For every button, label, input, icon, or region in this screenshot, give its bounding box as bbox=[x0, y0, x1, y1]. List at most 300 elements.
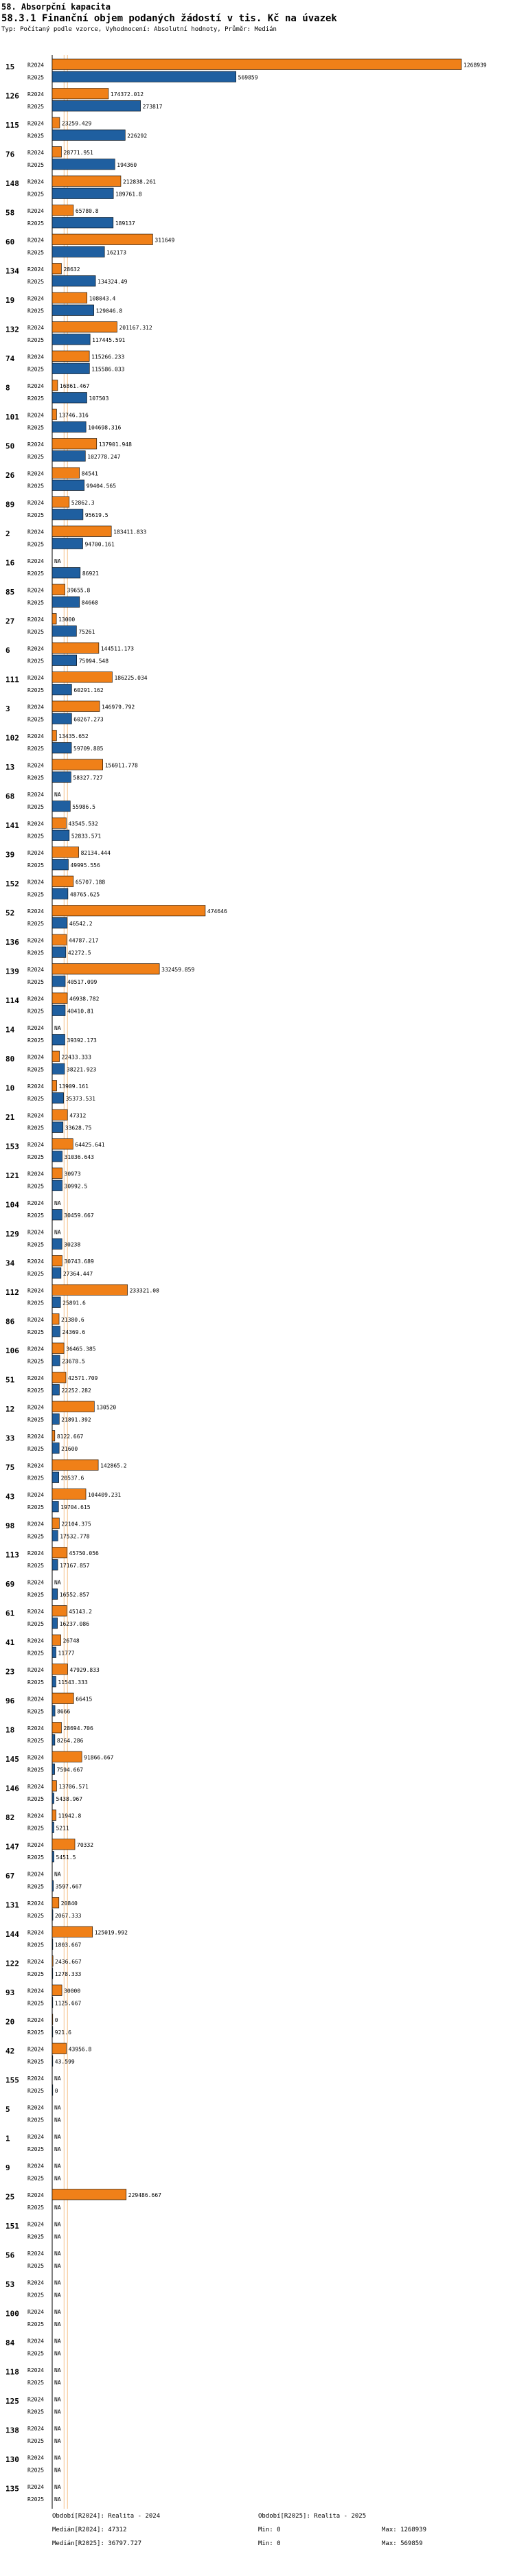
row-id-label: 41 bbox=[5, 1638, 15, 1647]
row-id-label: 60 bbox=[5, 238, 15, 246]
series-label-r2025: R2025 bbox=[27, 2088, 45, 2094]
bar-r2024 bbox=[52, 380, 58, 391]
bar-r2025 bbox=[52, 1093, 64, 1104]
series-label-r2025: R2025 bbox=[27, 1913, 45, 1919]
row-id-label: 126 bbox=[5, 91, 19, 101]
value-label-r2025: NA bbox=[54, 2467, 61, 2474]
series-label-r2025: R2025 bbox=[27, 921, 45, 927]
value-label-r2024: 43956.8 bbox=[68, 2046, 92, 2053]
row-id-label: 129 bbox=[5, 1230, 19, 1239]
value-label-r2024: 30000 bbox=[64, 1988, 81, 1994]
bar-r2025 bbox=[52, 130, 125, 141]
value-label-r2025: 189137 bbox=[115, 220, 135, 227]
bar-r2024 bbox=[52, 439, 97, 450]
value-label-r2024: 2436.667 bbox=[55, 1959, 82, 1965]
series-label-r2025: R2025 bbox=[27, 658, 45, 665]
value-label-r2025: 11777 bbox=[58, 1650, 75, 1657]
value-label-r2024: 311649 bbox=[154, 237, 175, 244]
value-label-r2025: NA bbox=[54, 2292, 61, 2299]
value-label-r2025: 117445.591 bbox=[92, 337, 126, 343]
value-label-r2025: 60291.162 bbox=[73, 687, 104, 693]
series-label-r2025: R2025 bbox=[27, 746, 45, 752]
row-id-label: 27 bbox=[5, 617, 15, 626]
value-label-r2024: NA bbox=[54, 2367, 61, 2373]
bar-r2025 bbox=[52, 1939, 53, 1950]
value-label-r2024: NA bbox=[54, 2484, 61, 2490]
series-label-r2025: R2025 bbox=[27, 1241, 45, 1248]
value-label-r2024: 142865.2 bbox=[100, 1462, 127, 1469]
bar-r2025 bbox=[52, 334, 90, 345]
value-label-r2024: 42571.709 bbox=[67, 1375, 98, 1381]
bar-r2024 bbox=[52, 818, 66, 829]
chart-type-line: Typ: Počítaný podle vzorce, Vyhodnocení: Absolutní hodnoty, Průměr: Medián bbox=[1, 26, 277, 33]
value-label-r2025: 75261 bbox=[78, 629, 95, 635]
value-label-r2024: NA bbox=[54, 1229, 61, 1236]
row-id-label: 111 bbox=[5, 675, 19, 685]
bar-r2024 bbox=[52, 1956, 53, 1967]
value-label-r2024: NA bbox=[54, 2309, 61, 2315]
row-id-label: 98 bbox=[5, 1521, 15, 1530]
bar-r2024 bbox=[52, 1693, 73, 1704]
bar-r2025 bbox=[52, 947, 66, 958]
row-id-label: 96 bbox=[5, 1697, 15, 1705]
series-label-r2024: R2024 bbox=[27, 1725, 45, 1732]
row-id-label: 23 bbox=[5, 1667, 15, 1677]
bar-r2025 bbox=[52, 597, 80, 608]
bar-r2024 bbox=[52, 1489, 86, 1500]
bar-r2025 bbox=[52, 1764, 55, 1775]
bar-r2025 bbox=[52, 1793, 54, 1804]
bar-r2024 bbox=[52, 934, 67, 945]
series-label-r2024: R2024 bbox=[27, 1404, 45, 1411]
row-id-label: 114 bbox=[5, 996, 19, 1005]
value-label-r2024: 44787.217 bbox=[69, 937, 99, 944]
series-label-r2024: R2024 bbox=[27, 1229, 45, 1236]
bar-r2025 bbox=[52, 2085, 53, 2096]
value-label-r2024: 13746.316 bbox=[58, 412, 89, 419]
series-label-r2024: R2024 bbox=[27, 2454, 45, 2461]
series-label-r2025: R2025 bbox=[27, 2496, 45, 2503]
row-id-label: 153 bbox=[5, 1142, 19, 1151]
footer-row-periods bbox=[52, 2509, 426, 2523]
bar-r2025 bbox=[52, 1122, 63, 1133]
bar-r2024 bbox=[52, 701, 100, 712]
value-label-r2024: 64425.641 bbox=[75, 1142, 105, 1148]
series-label-r2025: R2025 bbox=[27, 833, 45, 840]
series-label-r2025: R2025 bbox=[27, 308, 45, 314]
bar-r2025 bbox=[52, 1618, 58, 1629]
value-label-r2024: 28632 bbox=[63, 266, 80, 273]
value-label-r2025: 35373.531 bbox=[65, 1096, 95, 1102]
series-label-r2025: R2025 bbox=[27, 2292, 45, 2299]
bar-r2024 bbox=[52, 234, 152, 245]
series-label-r2025: R2025 bbox=[27, 1358, 45, 1365]
row-id-label: 106 bbox=[5, 1346, 19, 1355]
bar-r2024 bbox=[52, 1051, 60, 1062]
bar-r2025 bbox=[52, 713, 71, 724]
value-label-r2025: 31036.643 bbox=[64, 1154, 94, 1160]
series-label-r2025: R2025 bbox=[27, 395, 45, 402]
value-label-r2024: 46938.782 bbox=[69, 996, 100, 1002]
series-label-r2024: R2024 bbox=[27, 1258, 45, 1265]
series-label-r2024: R2024 bbox=[27, 354, 45, 360]
series-label-r2025: R2025 bbox=[27, 2058, 45, 2065]
row-id-label: 80 bbox=[5, 1055, 15, 1063]
value-label-r2024: 212838.261 bbox=[122, 179, 157, 185]
value-label-r2025: 49995.556 bbox=[70, 862, 100, 869]
bar-r2025 bbox=[52, 1997, 53, 2008]
bar-r2025 bbox=[52, 860, 68, 871]
value-label-r2024: 30973 bbox=[64, 1171, 81, 1177]
series-label-r2024: R2024 bbox=[27, 1871, 45, 1878]
series-label-r2025: R2025 bbox=[27, 2000, 45, 2007]
bar-r2024 bbox=[52, 147, 62, 158]
value-label-r2024: NA bbox=[54, 2251, 61, 2257]
series-label-r2025: R2025 bbox=[27, 979, 45, 985]
bar-r2025 bbox=[52, 918, 67, 929]
bar-r2025 bbox=[52, 480, 84, 491]
value-label-r2025: 48765.625 bbox=[69, 891, 100, 898]
value-label-r2025: 194360 bbox=[117, 162, 137, 168]
series-label-r2024: R2024 bbox=[27, 208, 45, 214]
bar-r2024 bbox=[52, 409, 56, 420]
bar-r2024 bbox=[52, 1548, 67, 1559]
value-label-r2025: 60267.273 bbox=[73, 716, 104, 723]
row-id-label: 12 bbox=[5, 1405, 15, 1414]
series-label-r2025: R2025 bbox=[27, 2029, 45, 2036]
series-label-r2024: R2024 bbox=[27, 1142, 45, 1148]
row-id-label: 8 bbox=[5, 383, 10, 393]
row-id-label: 33 bbox=[5, 1434, 15, 1443]
value-label-r2024: NA bbox=[54, 2338, 61, 2345]
row-id-label: 68 bbox=[5, 792, 15, 801]
series-label-r2024: R2024 bbox=[27, 1550, 45, 1556]
value-label-r2025: 104698.316 bbox=[88, 424, 122, 431]
value-label-r2025: 115586.033 bbox=[91, 366, 125, 373]
series-label-r2024: R2024 bbox=[27, 1462, 45, 1469]
value-label-r2025: 921.6 bbox=[54, 2029, 71, 2036]
series-label-r2025: R2025 bbox=[27, 891, 45, 898]
value-label-r2025: NA bbox=[54, 2175, 61, 2182]
value-label-r2025: 162173 bbox=[106, 249, 127, 256]
series-label-r2024: R2024 bbox=[27, 1083, 45, 1090]
footer-row-r2024 bbox=[52, 2523, 426, 2537]
bar-r2024 bbox=[52, 1256, 62, 1267]
row-id-label: 52 bbox=[5, 908, 15, 918]
series-label-r2024: R2024 bbox=[27, 325, 45, 331]
bar-r2024 bbox=[52, 1927, 93, 1937]
bar-r2025 bbox=[52, 1268, 61, 1279]
series-label-r2024: R2024 bbox=[27, 1287, 45, 1294]
series-label-r2024: R2024 bbox=[27, 558, 45, 564]
series-label-r2025: R2025 bbox=[27, 1533, 45, 1540]
value-label-r2025: 5211 bbox=[56, 1825, 69, 1832]
value-label-r2024: NA bbox=[54, 1579, 61, 1586]
max-r2024: Max: 1268939 bbox=[382, 2527, 427, 2533]
row-id-label: 10 bbox=[5, 1083, 15, 1093]
bar-r2024 bbox=[52, 1401, 94, 1412]
series-label-r2024: R2024 bbox=[27, 2221, 45, 2228]
series-label-r2025: R2025 bbox=[27, 2263, 45, 2269]
row-id-label: 121 bbox=[5, 1171, 19, 1180]
series-label-r2024: R2024 bbox=[27, 1813, 45, 1819]
bar-r2024 bbox=[52, 964, 159, 975]
bar-r2024 bbox=[52, 1109, 67, 1120]
value-label-r2024: 45143.2 bbox=[69, 1609, 92, 1615]
value-label-r2025: 5451.5 bbox=[56, 1854, 76, 1861]
bar-r2025 bbox=[52, 1502, 58, 1513]
series-label-r2025: R2025 bbox=[27, 629, 45, 635]
bar-r2025 bbox=[52, 626, 76, 637]
bar-r2024 bbox=[52, 117, 60, 128]
series-label-r2025: R2025 bbox=[27, 366, 45, 373]
series-label-r2024: R2024 bbox=[27, 1171, 45, 1177]
series-label-r2024: R2024 bbox=[27, 2338, 45, 2345]
series-label-r2025: R2025 bbox=[27, 1096, 45, 1102]
bar-r2024 bbox=[52, 1781, 56, 1792]
row-id-label: 19 bbox=[5, 296, 15, 305]
series-label-r2025: R2025 bbox=[27, 804, 45, 810]
value-label-r2025: NA bbox=[54, 2205, 61, 2211]
value-label-r2025: 134324.49 bbox=[98, 279, 128, 285]
value-label-r2025: 58327.727 bbox=[73, 774, 103, 781]
value-label-r2025: 2067.333 bbox=[54, 1913, 82, 1919]
value-label-r2025: 20537.6 bbox=[60, 1475, 84, 1482]
bar-r2024 bbox=[52, 993, 67, 1004]
chart-title: 58.3.1 Finanční objem podaných žádostí v tis. Kč na úvazek bbox=[1, 13, 337, 24]
bar-r2025 bbox=[52, 1705, 55, 1716]
value-label-r2024: NA bbox=[54, 1025, 61, 1031]
series-label-r2025: R2025 bbox=[27, 2380, 45, 2386]
series-label-r2025: R2025 bbox=[27, 1008, 45, 1015]
value-label-r2025: NA bbox=[54, 2496, 61, 2503]
value-label-r2025: 27364.447 bbox=[62, 1271, 93, 1277]
series-label-r2024: R2024 bbox=[27, 996, 45, 1002]
value-label-r2024: NA bbox=[54, 2075, 61, 2082]
row-id-label: 67 bbox=[5, 1872, 15, 1881]
series-label-r2025: R2025 bbox=[27, 249, 45, 256]
value-label-r2025: 46542.2 bbox=[69, 921, 93, 927]
series-label-r2024: R2024 bbox=[27, 1317, 45, 1323]
bar-r2024 bbox=[52, 322, 117, 333]
series-label-r2025: R2025 bbox=[27, 1388, 45, 1394]
value-label-r2024: 13435.652 bbox=[58, 733, 89, 739]
value-label-r2025: 226292 bbox=[127, 133, 148, 139]
row-id-label: 139 bbox=[5, 967, 19, 976]
value-label-r2024: NA bbox=[54, 558, 61, 564]
value-label-r2025: 39392.173 bbox=[67, 1037, 97, 1044]
value-label-r2024: NA bbox=[54, 2396, 61, 2403]
bar-r2025 bbox=[52, 1822, 54, 1833]
row-id-label: 56 bbox=[5, 2251, 15, 2260]
value-label-r2024: 21380.6 bbox=[61, 1317, 84, 1323]
row-id-label: 113 bbox=[5, 1550, 19, 1560]
value-label-r2025: NA bbox=[54, 2380, 61, 2386]
series-label-r2024: R2024 bbox=[27, 2075, 45, 2082]
series-label-r2025: R2025 bbox=[27, 162, 45, 168]
series-label-r2024: R2024 bbox=[27, 1579, 45, 1586]
value-label-r2024: 28771.951 bbox=[63, 150, 93, 156]
series-label-r2025: R2025 bbox=[27, 1971, 45, 1977]
series-label-r2025: R2025 bbox=[27, 424, 45, 431]
bar-r2024 bbox=[52, 176, 121, 187]
value-label-r2025: 43.599 bbox=[54, 2058, 75, 2065]
series-label-r2024: R2024 bbox=[27, 908, 45, 915]
series-label-r2024: R2024 bbox=[27, 1959, 45, 1965]
series-label-r2025: R2025 bbox=[27, 2467, 45, 2474]
bar-r2025 bbox=[52, 1881, 54, 1891]
bar-r2024 bbox=[52, 1839, 75, 1850]
series-label-r2024: R2024 bbox=[27, 150, 45, 156]
value-label-r2024: NA bbox=[54, 2454, 61, 2461]
value-label-r2025: 8666 bbox=[57, 1708, 71, 1715]
series-label-r2025: R2025 bbox=[27, 1271, 45, 1277]
series-label-r2025: R2025 bbox=[27, 1300, 45, 1307]
series-label-r2024: R2024 bbox=[27, 1375, 45, 1381]
value-label-r2024: 186225.034 bbox=[114, 675, 148, 681]
row-id-label: 16 bbox=[5, 558, 15, 568]
row-id-label: 102 bbox=[5, 733, 19, 743]
row-id-label: 86 bbox=[5, 1317, 15, 1326]
row-id-label: 2 bbox=[5, 529, 10, 538]
row-id-label: 155 bbox=[5, 2075, 19, 2085]
footer-row-r2025 bbox=[52, 2537, 426, 2551]
row-id-label: 74 bbox=[5, 354, 15, 363]
value-label-r2024: NA bbox=[54, 2104, 61, 2111]
series-label-r2024: R2024 bbox=[27, 2163, 45, 2170]
value-label-r2025: 17532.778 bbox=[60, 1533, 90, 1540]
bar-r2024 bbox=[52, 1723, 61, 1734]
series-label-r2024: R2024 bbox=[27, 120, 45, 127]
bar-r2024 bbox=[52, 468, 80, 479]
row-id-label: 50 bbox=[5, 441, 15, 451]
bar-r2025 bbox=[52, 1063, 65, 1074]
value-label-r2025: 38221.923 bbox=[66, 1066, 97, 1073]
value-label-r2025: 52833.571 bbox=[71, 833, 102, 840]
value-label-r2024: NA bbox=[54, 2279, 61, 2286]
row-id-label: 39 bbox=[5, 850, 15, 860]
value-label-r2024: 28694.706 bbox=[63, 1725, 93, 1732]
value-label-r2024: 13909.161 bbox=[58, 1083, 89, 1090]
row-id-label: 89 bbox=[5, 500, 15, 509]
value-label-r2025: 129046.8 bbox=[95, 308, 123, 314]
row-id-label: 84 bbox=[5, 2338, 15, 2347]
row-id-label: 93 bbox=[5, 1988, 15, 1997]
row-id-label: 21 bbox=[5, 1113, 15, 1122]
bar-r2024 bbox=[52, 264, 61, 275]
bar-r2025 bbox=[52, 71, 236, 82]
value-label-r2024: 156911.778 bbox=[104, 762, 138, 769]
bar-r2024 bbox=[52, 847, 79, 858]
value-label-r2024: 26748 bbox=[62, 1637, 80, 1644]
series-label-r2024: R2024 bbox=[27, 937, 45, 944]
series-label-r2025: R2025 bbox=[27, 862, 45, 869]
row-id-label: 100 bbox=[5, 2309, 19, 2319]
series-label-r2025: R2025 bbox=[27, 1883, 45, 1890]
bar-r2025 bbox=[52, 976, 65, 987]
series-label-r2025: R2025 bbox=[27, 1854, 45, 1861]
series-label-r2025: R2025 bbox=[27, 1183, 45, 1190]
row-id-label: 5 bbox=[5, 2105, 10, 2114]
series-label-r2024: R2024 bbox=[27, 2396, 45, 2403]
row-id-label: 132 bbox=[5, 325, 19, 334]
value-label-r2024: 84541 bbox=[81, 470, 98, 477]
bar-r2024 bbox=[52, 1285, 128, 1296]
row-id-label: 20 bbox=[5, 2017, 15, 2027]
value-label-r2025: NA bbox=[54, 2117, 61, 2124]
row-id-label: 42 bbox=[5, 2047, 15, 2056]
series-label-r2024: R2024 bbox=[27, 470, 45, 477]
series-label-r2024: R2024 bbox=[27, 179, 45, 185]
series-label-r2024: R2024 bbox=[27, 266, 45, 273]
row-id-label: 3 bbox=[5, 704, 10, 713]
value-label-r2024: 22104.375 bbox=[61, 1521, 91, 1528]
bar-r2024 bbox=[52, 1810, 56, 1821]
value-label-r2024: 22433.333 bbox=[61, 1054, 91, 1061]
series-label-r2025: R2025 bbox=[27, 1329, 45, 1335]
series-label-r2025: R2025 bbox=[27, 337, 45, 343]
value-label-r2025: 11543.333 bbox=[58, 1679, 88, 1686]
series-label-r2025: R2025 bbox=[27, 2205, 45, 2211]
series-label-r2025: R2025 bbox=[27, 1708, 45, 1715]
row-id-label: 61 bbox=[5, 1609, 15, 1618]
series-label-r2024: R2024 bbox=[27, 1025, 45, 1031]
value-label-r2024: 20840 bbox=[60, 1900, 78, 1907]
bar-r2024 bbox=[52, 1635, 61, 1646]
bar-r2025 bbox=[52, 451, 85, 462]
bar-r2025 bbox=[52, 1472, 59, 1483]
series-label-r2025: R2025 bbox=[27, 1125, 45, 1131]
row-id-label: 51 bbox=[5, 1375, 15, 1385]
series-label-r2025: R2025 bbox=[27, 1738, 45, 1744]
series-label-r2025: R2025 bbox=[27, 599, 45, 606]
series-label-r2025: R2025 bbox=[27, 279, 45, 285]
series-label-r2024: R2024 bbox=[27, 383, 45, 389]
period-r2024: Období[R2024]: Realita - 2024 bbox=[52, 2513, 161, 2520]
value-label-r2024: 137901.948 bbox=[98, 441, 132, 448]
series-label-r2024: R2024 bbox=[27, 645, 45, 652]
value-label-r2025: 5438.967 bbox=[56, 1796, 83, 1802]
series-label-r2025: R2025 bbox=[27, 74, 45, 81]
series-label-r2024: R2024 bbox=[27, 2279, 45, 2286]
bar-r2024 bbox=[52, 584, 65, 595]
row-id-label: 147 bbox=[5, 1842, 19, 1852]
value-label-r2025: 24369.6 bbox=[62, 1329, 86, 1335]
bar-r2025 bbox=[52, 1297, 60, 1308]
value-label-r2024: 45750.056 bbox=[69, 1550, 99, 1556]
bar-r2024 bbox=[52, 497, 69, 508]
value-label-r2024: 13706.571 bbox=[58, 1784, 89, 1790]
row-id-label: 14 bbox=[5, 1025, 15, 1035]
bar-r2025 bbox=[52, 1239, 62, 1250]
value-label-r2024: 52862.3 bbox=[71, 500, 95, 506]
row-id-label: 104 bbox=[5, 1200, 19, 1210]
value-label-r2025: 1803.667 bbox=[54, 1942, 82, 1948]
value-label-r2025: 99404.565 bbox=[86, 483, 117, 490]
bar-r2024 bbox=[52, 351, 89, 362]
row-id-label: 115 bbox=[5, 121, 19, 130]
value-label-r2024: 65780.8 bbox=[75, 208, 99, 214]
series-label-r2024: R2024 bbox=[27, 967, 45, 973]
row-id-label: 85 bbox=[5, 588, 15, 597]
series-label-r2025: R2025 bbox=[27, 571, 45, 577]
series-label-r2024: R2024 bbox=[27, 1696, 45, 1703]
value-label-r2025: 19704.615 bbox=[60, 1504, 91, 1510]
value-label-r2024: 174372.012 bbox=[110, 91, 144, 97]
bar-r2025 bbox=[52, 1647, 56, 1658]
series-label-r2024: R2024 bbox=[27, 1988, 45, 1994]
value-label-r2024: 183411.833 bbox=[113, 529, 147, 536]
